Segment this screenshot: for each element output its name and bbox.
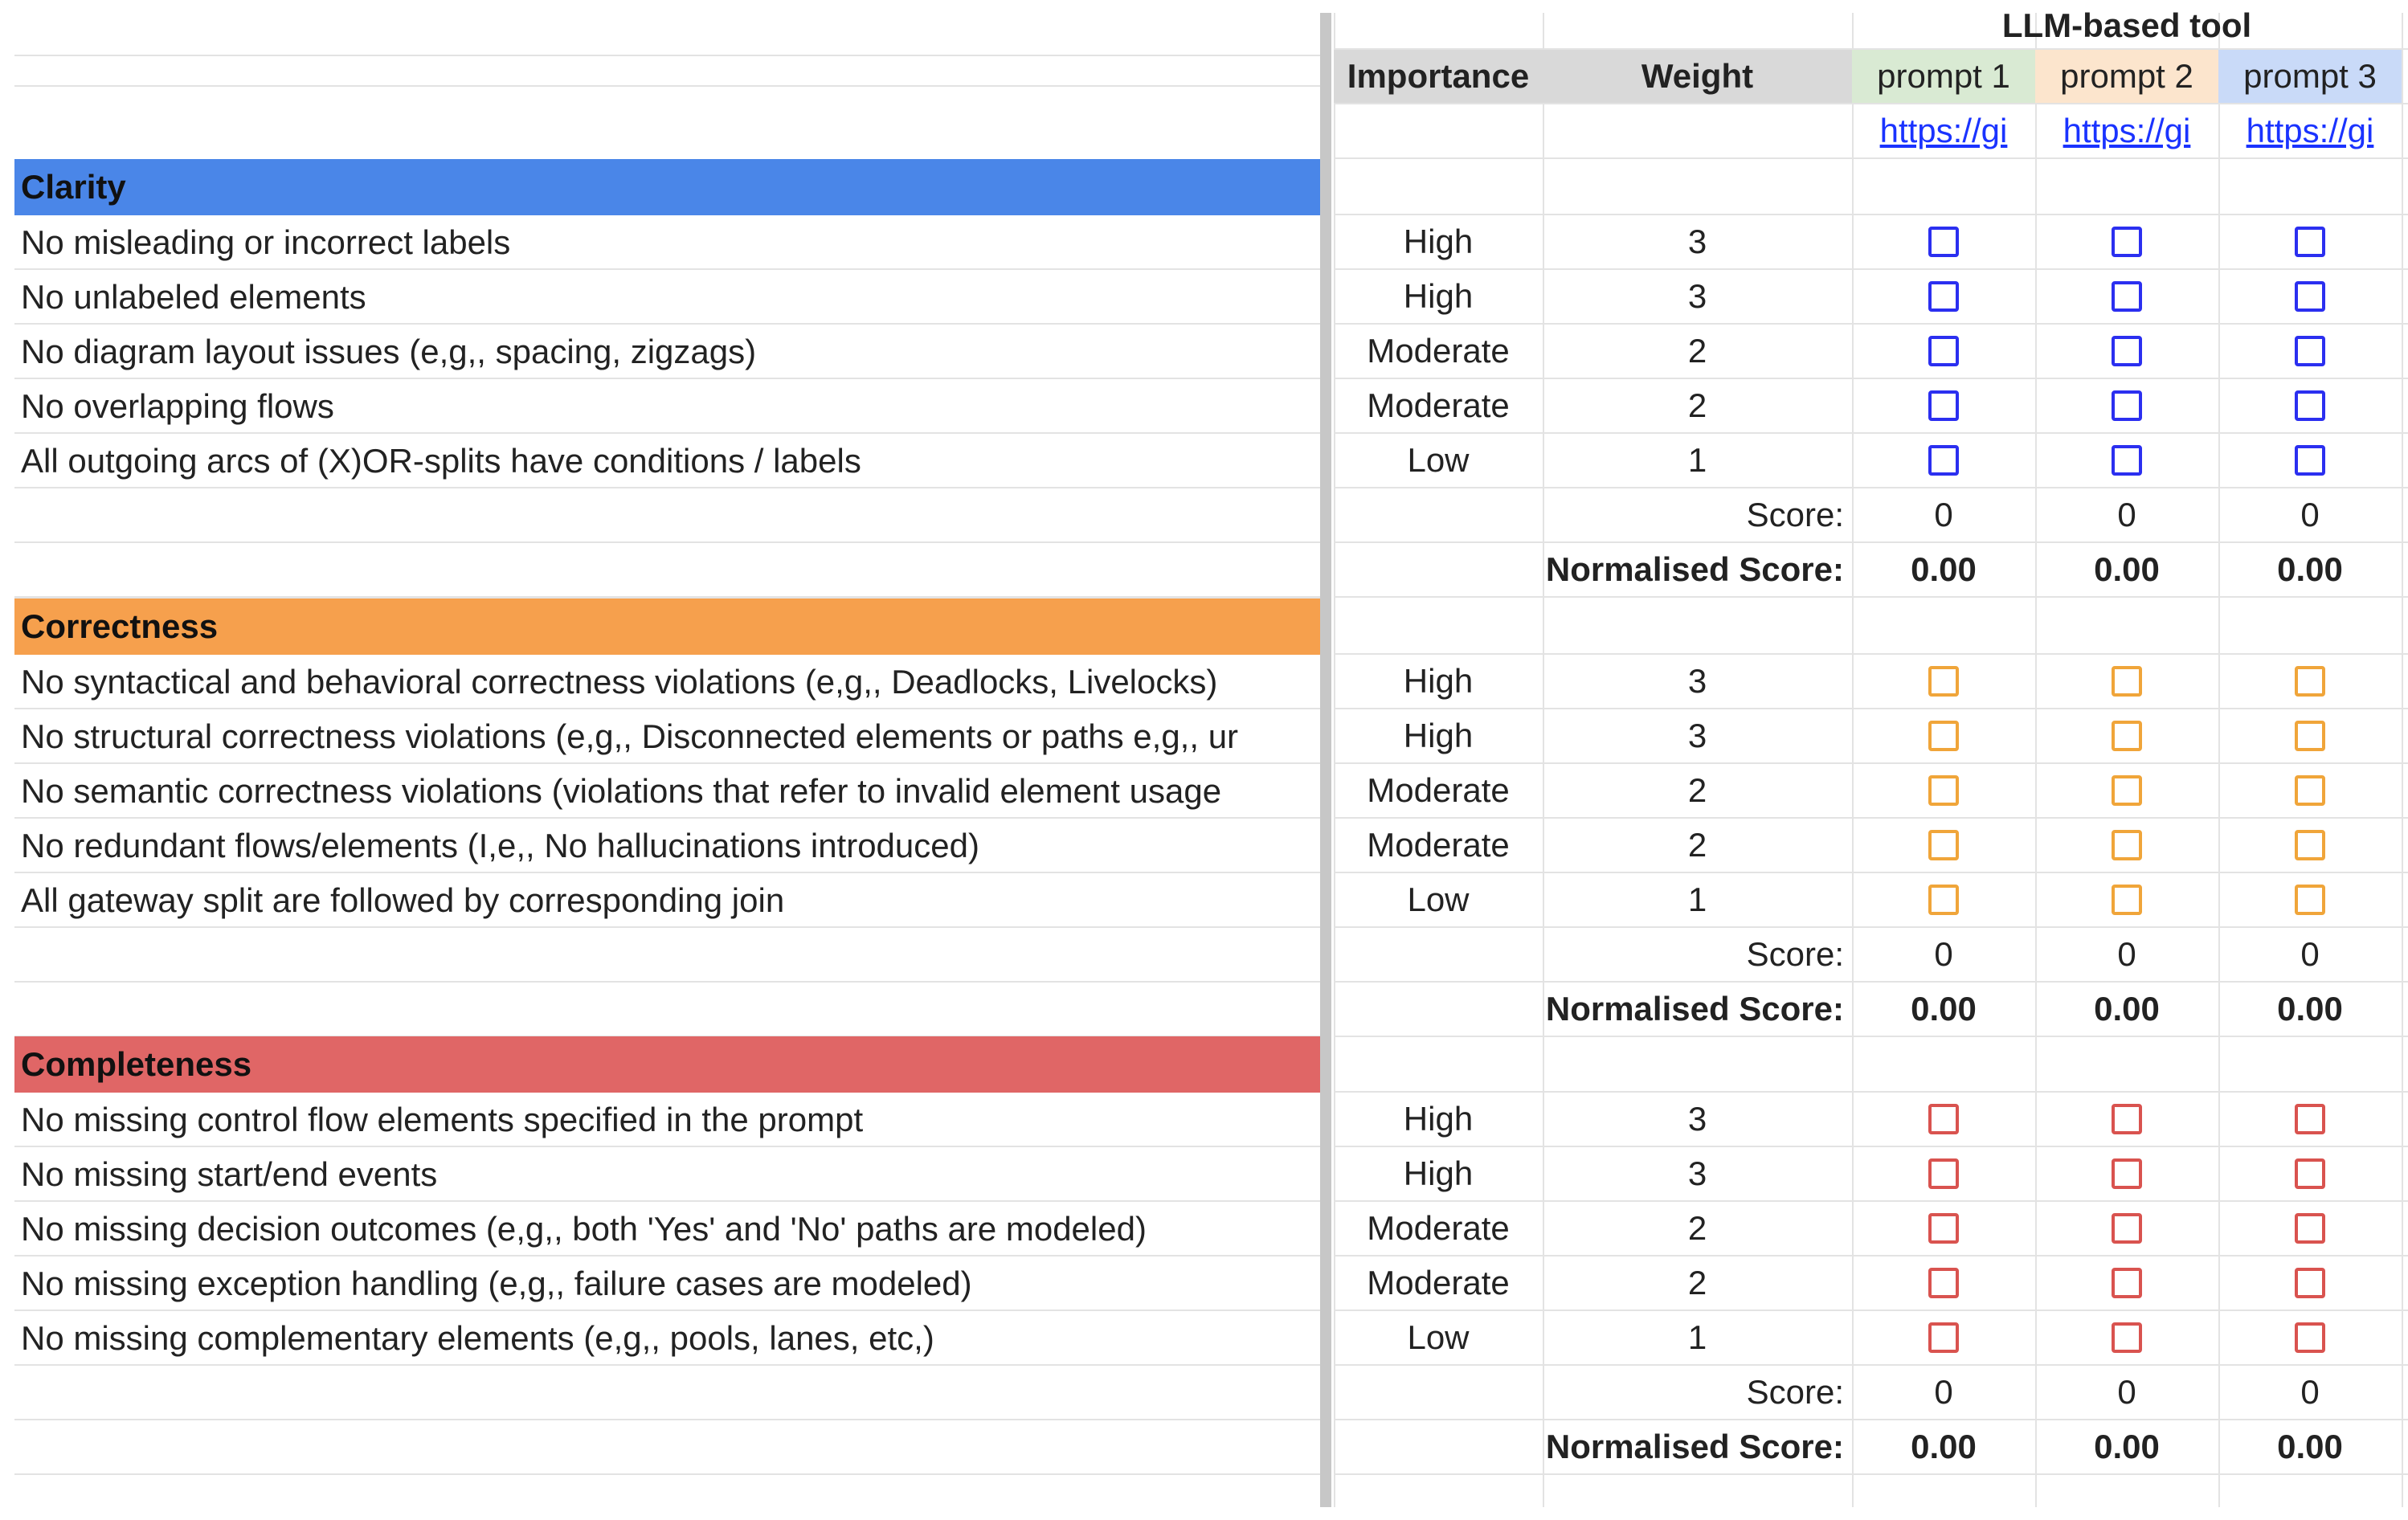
prompt-3-score: 0 [2300, 935, 2320, 973]
checkbox-cell [2218, 709, 2402, 762]
checkbox-cell [2035, 1147, 2218, 1200]
weight-value: 3 [1687, 662, 1707, 700]
checkbox-cell [2218, 270, 2402, 323]
empty-row [14, 983, 1326, 1037]
criterion-row [1334, 764, 2408, 819]
prompt-2-score: 0 [2117, 1373, 2136, 1411]
importance-value: Low [1407, 441, 1470, 479]
criterion-label: No missing complementary elements (e,g,, pools, lanes, etc,) [14, 1311, 1326, 1366]
prompt-2-checkbox[interactable] [2112, 1213, 2142, 1244]
prompt-3-normalised-score: 0.00 [2277, 550, 2343, 588]
prompt-3-checkbox[interactable] [2295, 721, 2325, 751]
criterion-row [1334, 1093, 2408, 1147]
prompt-1-normalised-score: 0.00 [1911, 1428, 1977, 1465]
normalised-score-label: Normalised Score: [1545, 990, 1844, 1028]
prompt-1-checkbox[interactable] [1928, 666, 1959, 697]
checkbox-cell [2218, 764, 2402, 817]
prompt-1-checkbox[interactable] [1928, 390, 1959, 421]
prompt-3-checkbox[interactable] [2295, 281, 2325, 312]
checkbox-cell [2035, 270, 2218, 323]
criterion-label: No missing start/end events [14, 1147, 1326, 1202]
importance-value: Moderate [1367, 826, 1510, 864]
criterion-label: No missing decision outcomes (e,g,, both 'Yes' and 'No' paths are modeled) [14, 1202, 1326, 1256]
score-label: Score: [1746, 935, 1844, 973]
weight-value: 3 [1687, 1154, 1707, 1192]
prompt-1-normalised-score: 0.00 [1911, 990, 1977, 1028]
importance-value: High [1403, 277, 1474, 315]
criterion-row [1334, 709, 2408, 764]
prompt-3-normalised-score: 0.00 [2277, 990, 2343, 1028]
prompt-3-checkbox[interactable] [2295, 1268, 2325, 1298]
prompt-3-checkbox[interactable] [2295, 445, 2325, 476]
weight-value: 1 [1687, 1318, 1707, 1356]
checkbox-cell [1852, 764, 2035, 817]
importance-value: Moderate [1367, 771, 1510, 809]
checkbox-cell [2035, 215, 2218, 268]
prompt-1-checkbox[interactable] [1928, 1158, 1959, 1189]
checkbox-cell [2218, 1256, 2402, 1310]
weight-value: 2 [1687, 1264, 1707, 1301]
importance-value: High [1403, 223, 1474, 260]
normalised-score-label: Normalised Score: [1545, 1428, 1844, 1465]
prompt-2-checkbox[interactable] [2112, 721, 2142, 751]
criterion-label: No unlabeled elements [14, 270, 1326, 325]
criterion-row [1334, 1147, 2408, 1202]
checkbox-cell [2218, 655, 2402, 708]
prompt-3-checkbox[interactable] [2295, 775, 2325, 806]
importance-value: Moderate [1367, 332, 1510, 370]
scoring-panel [1334, 0, 2408, 1520]
criterion-label: No syntactical and behavioral correctness violations (e,g,, Deadlocks, Livelocks) [14, 655, 1326, 709]
prompt-2-checkbox[interactable] [2112, 1268, 2142, 1298]
importance-value: Moderate [1367, 1264, 1510, 1301]
weight-value: 3 [1687, 277, 1707, 315]
checkbox-cell [2035, 379, 2218, 432]
prompt-1-checkbox[interactable] [1928, 885, 1959, 915]
weight-value: 3 [1687, 1100, 1707, 1138]
prompt-2-checkbox[interactable] [2112, 666, 2142, 697]
checkbox-cell [1852, 1093, 2035, 1146]
prompt-3-checkbox[interactable] [2295, 227, 2325, 257]
criterion-row [1334, 270, 2408, 325]
empty-row [14, 1366, 1326, 1420]
section-header-completeness: Completeness [14, 1036, 1326, 1093]
prompt-2-checkbox[interactable] [2112, 227, 2142, 257]
checkbox-cell [1852, 1147, 2035, 1200]
prompt-2-header[interactable]: prompt 2 [2035, 50, 2218, 103]
importance-value: Moderate [1367, 386, 1510, 424]
checkbox-cell [2035, 1311, 2218, 1364]
checkbox-cell [2218, 1311, 2402, 1364]
checkbox-cell [2035, 1256, 2218, 1310]
header-group-row [1334, 0, 2408, 50]
prompt-1-normalised-score: 0.00 [1911, 550, 1977, 588]
prompt-3-link[interactable]: https://gi [2246, 112, 2374, 149]
empty-row [14, 14, 1326, 56]
checkbox-cell [2218, 215, 2402, 268]
criterion-row [1334, 434, 2408, 488]
checkbox-cell [2035, 764, 2218, 817]
prompt-link-cell [1852, 104, 2035, 157]
checkbox-cell [1852, 270, 2035, 323]
criterion-row [1334, 819, 2408, 873]
checkbox-cell [1852, 215, 2035, 268]
empty-row [14, 928, 1326, 983]
prompt-1-checkbox[interactable] [1928, 336, 1959, 366]
prompt-2-checkbox[interactable] [2112, 1322, 2142, 1353]
prompt-2-score: 0 [2117, 935, 2136, 973]
checkbox-cell [2035, 1202, 2218, 1255]
criterion-row [1334, 873, 2408, 928]
score-row [1334, 488, 2408, 543]
importance-value: Low [1407, 1318, 1470, 1356]
prompt-3-checkbox[interactable] [2295, 1322, 2325, 1353]
prompt-3-checkbox[interactable] [2295, 830, 2325, 860]
prompt-3-checkbox[interactable] [2295, 336, 2325, 366]
checkbox-cell [2035, 709, 2218, 762]
prompt-3-checkbox[interactable] [2295, 885, 2325, 915]
prompt-1-checkbox[interactable] [1928, 1213, 1959, 1244]
prompt-1-score: 0 [1934, 1373, 1953, 1411]
checkbox-cell [2218, 819, 2402, 872]
prompt-link-cell [2218, 104, 2402, 157]
normalised-score-row [1334, 1420, 2408, 1475]
prompt-1-checkbox[interactable] [1928, 721, 1959, 751]
checkbox-cell [1852, 709, 2035, 762]
prompt-1-link[interactable]: https://gi [1879, 112, 2008, 149]
checkbox-cell [1852, 819, 2035, 872]
prompt-3-checkbox[interactable] [2295, 666, 2325, 697]
checkbox-cell [1852, 325, 2035, 378]
prompt-1-checkbox[interactable] [1928, 445, 1959, 476]
criterion-row [1334, 1311, 2408, 1366]
link-row [1334, 104, 2408, 159]
checkbox-cell [1852, 1202, 2035, 1255]
checkbox-cell [1852, 873, 2035, 926]
criterion-label: No diagram layout issues (e,g,, spacing, zigzags) [14, 325, 1326, 379]
criterion-label: No overlapping flows [14, 379, 1326, 434]
prompt-2-checkbox[interactable] [2112, 1104, 2142, 1134]
checkbox-cell [2218, 1202, 2402, 1255]
checkbox-cell [2218, 379, 2402, 432]
criterion-label: No semantic correctness violations (violations that refer to invalid element usage [14, 764, 1326, 819]
criterion-label: No misleading or incorrect labels [14, 215, 1326, 270]
llm-tool-group-title: LLM-based tool [2001, 6, 2252, 44]
criterion-label: All outgoing arcs of (X)OR-splits have conditions / labels [14, 434, 1326, 488]
checkbox-cell [2218, 434, 2402, 487]
prompt-1-checkbox[interactable] [1928, 1104, 1959, 1134]
prompt-2-checkbox[interactable] [2112, 336, 2142, 366]
prompt-2-checkbox[interactable] [2112, 390, 2142, 421]
prompt-3-checkbox[interactable] [2295, 1213, 2325, 1244]
prompt-2-checkbox[interactable] [2112, 1158, 2142, 1189]
prompt-3-checkbox[interactable] [2295, 1104, 2325, 1134]
checkbox-cell [2035, 655, 2218, 708]
importance-value: Moderate [1367, 1209, 1510, 1247]
prompt-2-checkbox[interactable] [2112, 775, 2142, 806]
weight-value: 3 [1687, 223, 1707, 260]
prompt-2-link[interactable]: https://gi [2063, 112, 2191, 149]
score-row [1334, 928, 2408, 983]
empty-row [14, 56, 1326, 87]
importance-value: High [1403, 662, 1474, 700]
importance-value: High [1403, 717, 1474, 754]
weight-header: Weight [1543, 50, 1852, 103]
prompt-1-checkbox[interactable] [1928, 775, 1959, 806]
checkbox-cell [2035, 873, 2218, 926]
prompt-1-checkbox[interactable] [1928, 1268, 1959, 1298]
checkbox-cell [1852, 1311, 2035, 1364]
prompt-2-checkbox[interactable] [2112, 885, 2142, 915]
criterion-label: No missing control flow elements specified in the prompt [14, 1093, 1326, 1147]
criterion-row [1334, 1202, 2408, 1256]
checkbox-cell [1852, 655, 2035, 708]
normalised-score-row [1334, 543, 2408, 598]
prompt-2-checkbox[interactable] [2112, 445, 2142, 476]
criterion-row [1334, 1256, 2408, 1311]
prompt-1-score: 0 [1934, 935, 1953, 973]
section-spacer-row [1334, 1036, 2408, 1093]
prompt-2-checkbox[interactable] [2112, 281, 2142, 312]
criterion-row [1334, 215, 2408, 270]
empty-row [14, 543, 1326, 598]
prompt-2-normalised-score: 0.00 [2094, 550, 2160, 588]
section-spacer-row [1334, 159, 2408, 215]
prompt-2-normalised-score: 0.00 [2094, 990, 2160, 1028]
section-spacer-row [1334, 599, 2408, 655]
prompt-3-score: 0 [2300, 496, 2320, 533]
criterion-label: All gateway split are followed by corresponding join [14, 873, 1326, 928]
prompt-2-checkbox[interactable] [2112, 830, 2142, 860]
importance-value: Low [1407, 881, 1470, 918]
checkbox-cell [2035, 434, 2218, 487]
prompt-link-cell [2035, 104, 2218, 157]
prompt-1-checkbox[interactable] [1928, 1322, 1959, 1353]
importance-header: Importance [1334, 50, 1543, 103]
prompt-3-checkbox[interactable] [2295, 1158, 2325, 1189]
frozen-column-divider[interactable] [1320, 13, 1331, 1507]
score-label: Score: [1746, 496, 1844, 533]
importance-value: High [1403, 1154, 1474, 1192]
prompt-1-checkbox[interactable] [1928, 830, 1959, 860]
prompt-1-checkbox[interactable] [1928, 281, 1959, 312]
criterion-label: No missing exception handling (e,g,, failure cases are modeled) [14, 1256, 1326, 1311]
prompt-1-score: 0 [1934, 496, 1953, 533]
prompt-3-checkbox[interactable] [2295, 390, 2325, 421]
prompt-3-score: 0 [2300, 1373, 2320, 1411]
checkbox-cell [2035, 819, 2218, 872]
checkbox-cell [2218, 1093, 2402, 1146]
weight-value: 1 [1687, 881, 1707, 918]
checkbox-cell [1852, 434, 2035, 487]
checkbox-cell [2218, 325, 2402, 378]
prompt-1-checkbox[interactable] [1928, 227, 1959, 257]
empty-row [14, 1420, 1326, 1475]
prompt-2-score: 0 [2117, 496, 2136, 533]
criterion-row [1334, 325, 2408, 379]
header-row [1334, 50, 2408, 104]
weight-value: 2 [1687, 826, 1707, 864]
normalised-score-row [1334, 983, 2408, 1037]
criterion-row [1334, 655, 2408, 709]
prompt-3-header[interactable]: prompt 3 [2218, 50, 2402, 103]
prompt-1-header[interactable]: prompt 1 [1852, 50, 2035, 103]
score-label: Score: [1746, 1373, 1844, 1411]
weight-value: 2 [1687, 386, 1707, 424]
criterion-label: No redundant flows/elements (I,e,, No hallucinations introduced) [14, 819, 1326, 873]
criterion-row [1334, 379, 2408, 434]
weight-value: 2 [1687, 1209, 1707, 1247]
weight-value: 3 [1687, 717, 1707, 754]
checkbox-cell [2218, 873, 2402, 926]
checkbox-cell [2218, 1147, 2402, 1200]
section-header-clarity: Clarity [14, 159, 1326, 215]
prompt-2-normalised-score: 0.00 [2094, 1428, 2160, 1465]
empty-row [14, 488, 1326, 543]
weight-value: 2 [1687, 771, 1707, 809]
importance-value: High [1403, 1100, 1474, 1138]
weight-value: 1 [1687, 441, 1707, 479]
criterion-label: No structural correctness violations (e,g,, Disconnected elements or paths e,g,, ur [14, 709, 1326, 764]
checkbox-cell [1852, 379, 2035, 432]
prompt-3-normalised-score: 0.00 [2277, 1428, 2343, 1465]
normalised-score-label: Normalised Score: [1545, 550, 1844, 588]
score-row [1334, 1366, 2408, 1420]
weight-value: 2 [1687, 332, 1707, 370]
checkbox-cell [2035, 1093, 2218, 1146]
checkbox-cell [2035, 325, 2218, 378]
checkbox-cell [1852, 1256, 2035, 1310]
section-header-correctness: Correctness [14, 599, 1326, 655]
